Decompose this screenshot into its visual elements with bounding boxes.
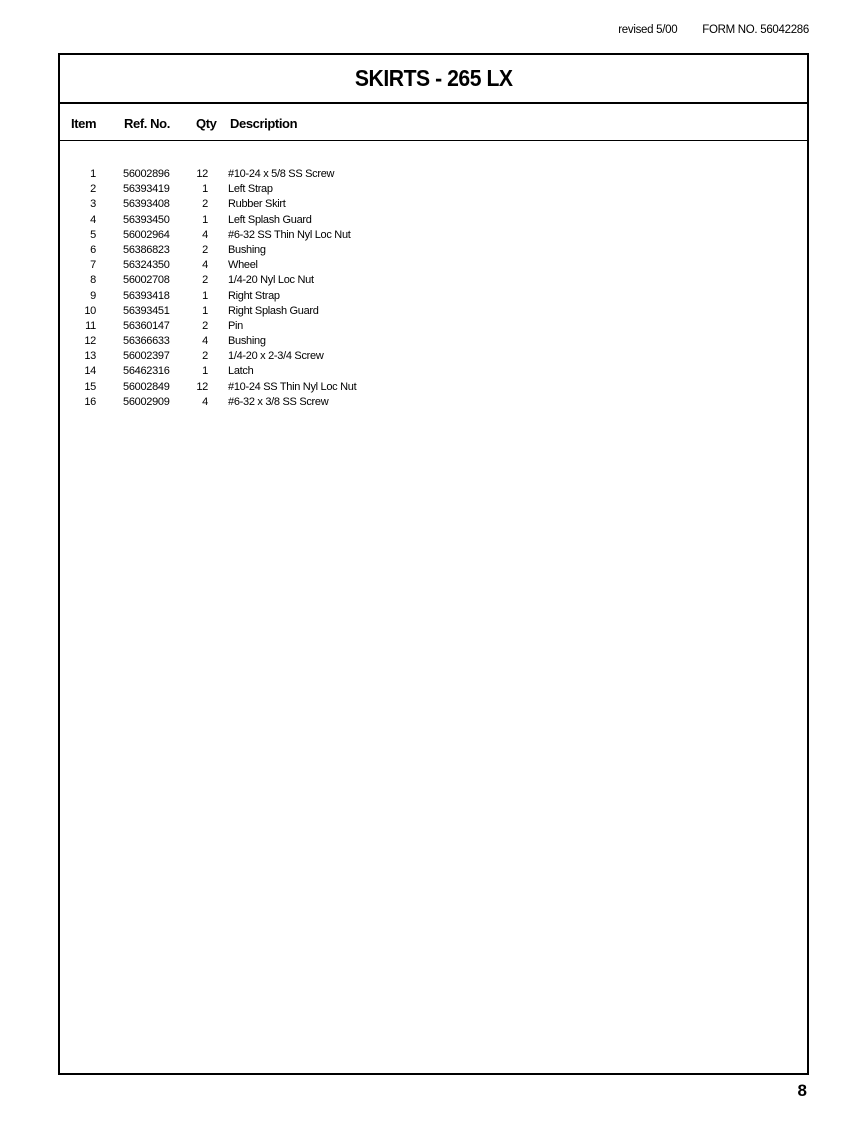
page-title: SKIRTS - 265 LX <box>354 65 513 91</box>
quantity-cell: 12 <box>196 380 208 393</box>
description-cell: #10-24 x 5/8 SS Screw <box>228 168 335 180</box>
item-number-cell: 6 <box>90 243 96 256</box>
quantity-cell: 1 <box>202 289 208 302</box>
column-header-item: Item <box>71 116 97 131</box>
item-number-cell: 1 <box>90 168 96 180</box>
quantity-cell: 2 <box>202 319 208 332</box>
description-cell: Rubber Skirt <box>228 198 286 211</box>
item-number-cell: 14 <box>84 365 96 378</box>
table-row <box>60 395 807 410</box>
page-number: 8 <box>797 1081 807 1100</box>
ref-number-cell: 56360147 <box>123 319 170 332</box>
quantity-cell: 4 <box>202 335 208 348</box>
title-bar <box>60 55 807 104</box>
item-number-cell: 8 <box>90 274 96 287</box>
ref-number-cell: 56002909 <box>123 395 170 408</box>
ref-number-cell: 56393418 <box>123 289 170 302</box>
quantity-cell: 1 <box>202 213 208 226</box>
table-row <box>60 273 807 288</box>
item-number-cell: 7 <box>90 259 96 272</box>
ref-number-cell: 56393408 <box>123 198 170 211</box>
parts-list-frame <box>58 53 809 1075</box>
item-number-cell: 12 <box>84 335 96 348</box>
item-number-cell: 4 <box>90 213 96 226</box>
item-number-cell: 13 <box>84 350 96 363</box>
parts-table-body <box>60 167 807 410</box>
ref-number-cell: 56002849 <box>123 380 170 393</box>
description-cell: 1/4-20 x 2-3/4 Screw <box>228 350 324 363</box>
quantity-cell: 4 <box>202 228 208 241</box>
description-cell: Left Strap <box>228 183 273 196</box>
ref-number-cell: 56002397 <box>123 350 170 363</box>
description-cell: Bushing <box>228 243 266 256</box>
description-cell: Right Strap <box>228 289 280 302</box>
item-number-cell: 3 <box>90 198 96 211</box>
column-header-ref-no: Ref. No. <box>124 116 170 131</box>
quantity-cell: 2 <box>202 274 208 287</box>
ref-number-cell: 56462316 <box>123 365 170 378</box>
table-row <box>60 304 807 319</box>
description-cell: #10-24 SS Thin Nyl Loc Nut <box>228 380 357 393</box>
ref-number-cell: 56002964 <box>123 228 170 241</box>
item-number-cell: 11 <box>85 319 96 332</box>
ref-number-cell: 56366633 <box>123 335 170 348</box>
item-number-cell: 10 <box>84 304 96 317</box>
quantity-cell: 1 <box>202 304 208 317</box>
quantity-cell: 12 <box>196 168 208 180</box>
description-cell: 1/4-20 Nyl Loc Nut <box>228 274 314 287</box>
description-cell: Wheel <box>228 259 258 272</box>
item-number-cell: 16 <box>84 395 96 408</box>
header-meta <box>618 24 809 36</box>
table-row <box>60 228 807 243</box>
quantity-cell: 4 <box>202 259 208 272</box>
ref-number-cell: 56393451 <box>123 304 170 317</box>
table-row <box>60 319 807 334</box>
description-cell: Pin <box>228 319 243 332</box>
table-row <box>60 167 807 182</box>
column-header-row <box>60 104 807 141</box>
table-row <box>60 182 807 197</box>
revision-label: revised 5/00 <box>618 24 678 36</box>
table-row <box>60 197 807 212</box>
description-cell: Bushing <box>228 335 266 348</box>
quantity-cell: 2 <box>202 243 208 256</box>
table-row <box>60 243 807 258</box>
ref-number-cell: 56393419 <box>123 183 170 196</box>
column-header-description: Description <box>230 116 298 131</box>
description-cell: Left Splash Guard <box>228 213 312 226</box>
ref-number-cell: 56393450 <box>123 213 170 226</box>
item-number-cell: 9 <box>90 289 96 302</box>
ref-number-cell: 56002708 <box>123 274 170 287</box>
form-number: FORM NO. 56042286 <box>702 24 809 36</box>
table-row <box>60 258 807 273</box>
table-row <box>60 380 807 395</box>
quantity-cell: 1 <box>202 365 208 378</box>
item-number-cell: 15 <box>84 380 96 393</box>
table-row <box>60 349 807 364</box>
ref-number-cell: 56324350 <box>123 259 170 272</box>
table-row <box>60 364 807 379</box>
table-row <box>60 213 807 228</box>
column-header-qty: Qty <box>196 116 217 131</box>
quantity-cell: 1 <box>202 183 208 196</box>
description-cell: #6-32 SS Thin Nyl Loc Nut <box>228 228 351 241</box>
ref-number-cell: 56386823 <box>123 243 170 256</box>
description-cell: Latch <box>228 365 254 378</box>
description-cell: Right Splash Guard <box>228 304 319 317</box>
quantity-cell: 2 <box>202 350 208 363</box>
item-number-cell: 2 <box>90 183 96 196</box>
ref-number-cell: 56002896 <box>123 168 170 180</box>
quantity-cell: 2 <box>202 198 208 211</box>
table-row <box>60 334 807 349</box>
table-row <box>60 289 807 304</box>
quantity-cell: 4 <box>202 395 208 408</box>
item-number-cell: 5 <box>90 228 96 241</box>
description-cell: #6-32 x 3/8 SS Screw <box>228 395 329 408</box>
